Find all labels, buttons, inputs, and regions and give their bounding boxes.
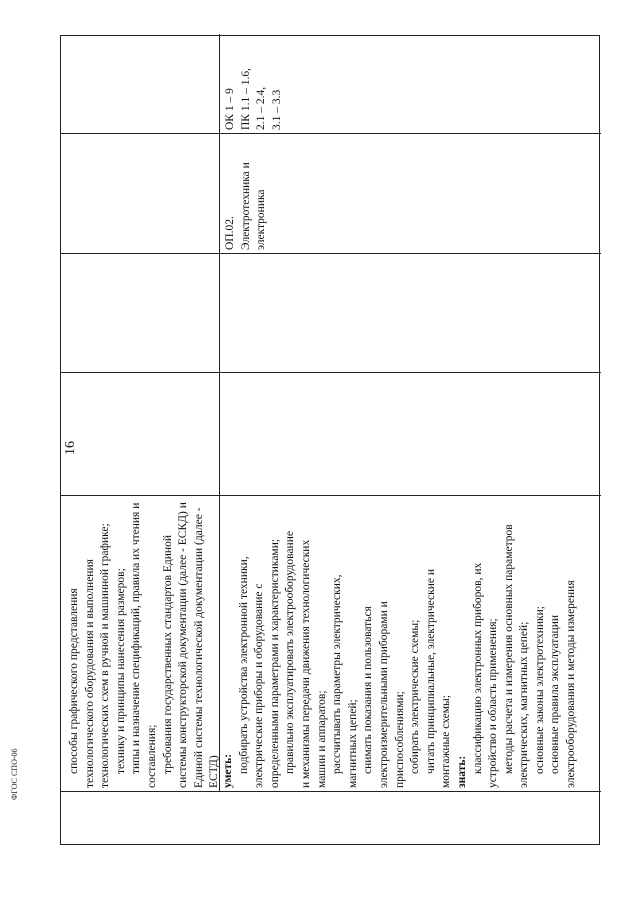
table-line: способы графического представления	[68, 588, 80, 774]
table-line: читать принципиальные, электрические и	[424, 568, 437, 774]
znat-heading: знать:	[455, 755, 468, 788]
table-line: типы и назначение спецификаций, правила их чтения и	[130, 502, 143, 774]
table-line: собирать электрические схемы;	[409, 619, 422, 774]
table-line: основные законы электротехники;	[533, 606, 546, 774]
table-line: правильно эксплуатировать электрооборудование	[284, 531, 297, 774]
table-line: электрических, магнитных цепей;	[518, 621, 531, 788]
table-line: составления;	[145, 724, 158, 788]
table-line: технологического оборудования и выполнения	[83, 559, 96, 788]
table-line: устройство и область применения;	[487, 618, 500, 788]
table-line: электроизмерительными приборами и	[377, 601, 390, 788]
table-column-divider	[61, 133, 601, 134]
table-line: машин и аппаратов;	[315, 690, 328, 788]
page-number: 16	[63, 441, 78, 455]
footer-code: ФГОС СПО-06	[10, 748, 19, 800]
table-line: магнитных цепей;	[346, 699, 359, 788]
content-cell-electrical	[221, 500, 580, 788]
umet-heading: уметь:	[222, 753, 234, 788]
table-line: снимать показания и пользоваться	[362, 606, 375, 774]
table-line: монтажные схемы;	[440, 695, 453, 788]
table-line: приспособлениями;	[393, 691, 406, 788]
table-line: основные правила эксплуатации	[549, 614, 562, 774]
table-column-divider	[61, 253, 601, 254]
standards-table	[60, 35, 600, 845]
table-line: методы расчета и измерения основных параметров	[502, 524, 515, 774]
table-column-divider	[61, 372, 601, 373]
table-line: Единой системы технологической документации (далее -	[192, 507, 205, 788]
table-line: электрооборудования и методы измерения	[565, 580, 578, 788]
table-line: технику и принципы нанесения размеров;	[114, 568, 127, 774]
table-line: классификацию электронных приборов, их	[471, 562, 484, 774]
table-column-divider	[61, 495, 601, 496]
discipline-code: ОП.02.	[224, 216, 236, 250]
content-cell-graphics	[67, 500, 223, 788]
table-line: подбирать устройства электронной техники,	[237, 556, 250, 774]
competency-line: ПК 1.1 – 1.6,	[239, 68, 252, 130]
discipline-cell	[223, 138, 270, 250]
rotated-page-content	[60, 35, 600, 845]
competency-line: 3.1 – 3.3	[270, 89, 283, 130]
table-line: электрические приборы и оборудование с	[253, 583, 266, 788]
table-line: рассчитывать параметры электрических,	[331, 574, 344, 774]
competency-line: ОК 1 – 9	[224, 88, 236, 130]
table-line: системы конструкторской документации (далее - ЕСКД) и	[177, 502, 190, 788]
table-line: технологических схем в ручной и машинной графике;	[99, 523, 112, 788]
table-line: определенными параметрами и характеристиками;	[268, 538, 281, 788]
table-column-divider	[61, 791, 601, 792]
discipline-name: Электротехника и электроника	[239, 162, 268, 250]
table-line: требования государственных стандартов Единой	[161, 535, 174, 774]
competencies-cell	[223, 38, 285, 130]
table-line: и механизмы передачи движения технологических	[299, 539, 312, 788]
competency-line: 2.1 – 2.4,	[255, 86, 268, 130]
table-line: ЕСТД)	[208, 755, 221, 788]
